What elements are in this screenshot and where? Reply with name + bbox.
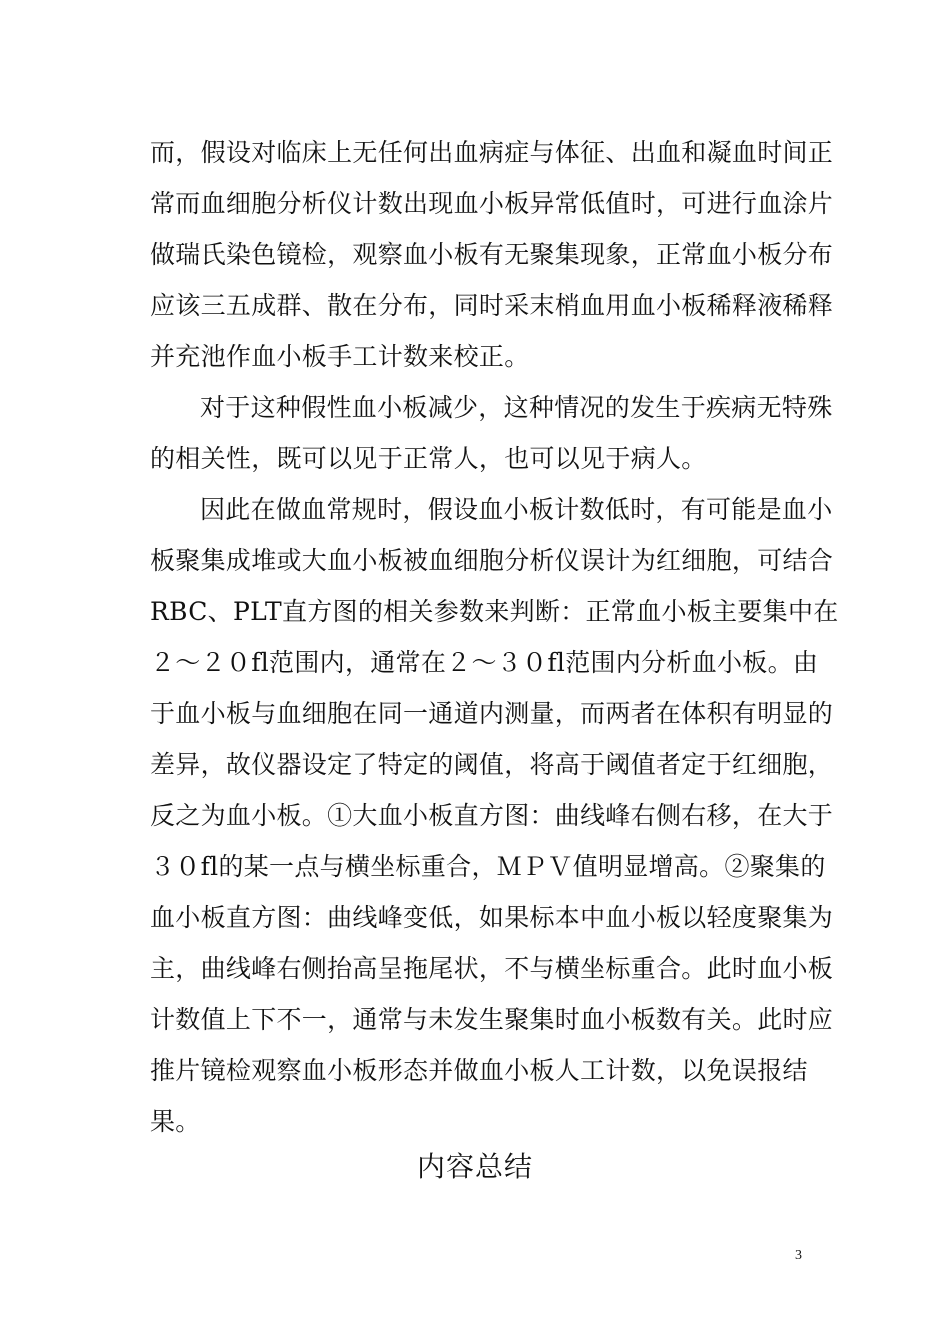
paragraph (150, 127, 834, 382)
text-line: 的相关性，既可以见于正常人，也可以见于病人。 (150, 444, 707, 473)
text-line: 而，假设对临床上无任何出血病症与体征、出血和凝血时间正 (150, 138, 834, 167)
page-number: 3 (795, 1248, 802, 1263)
text-line: 果。 (150, 1107, 201, 1136)
text-line: 血小板直方图：曲线峰变低，如果标本中血小板以轻度聚集为 (150, 903, 834, 932)
text-line: 计数值上下不一，通常与未发生聚集时血小板数有关。此时应 (150, 1005, 834, 1034)
body-text (150, 127, 839, 1147)
section-title: 内容总结 (416, 1150, 533, 1183)
text-line: 推片镜检观察血小板形态并做血小板人工计数，以免误报结 (150, 1056, 808, 1085)
text-line: 板聚集成堆或大血小板被血细胞分析仪误计为红细胞，可结合 (150, 546, 834, 575)
text-line: ３０fl的某一点与横坐标重合，ＭＰＶ值明显增高。②聚集的 (150, 852, 826, 881)
text-line: 主，曲线峰右侧抬高呈拖尾状，不与横坐标重合。此时血小板 (150, 954, 834, 983)
text-line: RBC、PLT直方图的相关参数来判断：正常血小板主要集中在 (150, 597, 839, 626)
paragraph (150, 382, 833, 484)
text-line: 因此在做血常规时，假设血小板计数低时，有可能是血小 (200, 495, 833, 524)
text-line: 差异，故仪器设定了特定的阈值，将高于阈值者定于红细胞， (150, 750, 834, 779)
text-line: 并充池作血小板手工计数来校正。 (150, 342, 530, 371)
text-line: ２～２０fl范围内，通常在２～３０fl范围内分析血小板。由 (150, 648, 819, 677)
paragraph (150, 484, 839, 1147)
text-line: 做瑞氏染色镜检，观察血小板有无聚集现象，正常血小板分布 (150, 240, 834, 269)
text-line: 反之为血小板。①大血小板直方图：曲线峰右侧右移，在大于 (150, 801, 834, 830)
text-line: 常而血细胞分析仪计数出现血小板异常低值时，可进行血涂片 (150, 189, 834, 218)
text-line: 于血小板与血细胞在同一通道内测量，而两者在体积有明显的 (150, 699, 834, 728)
text-line: 应该三五成群、散在分布，同时采末梢血用血小板稀释液稀释 (150, 291, 834, 320)
text-line: 对于这种假性血小板减少，这种情况的发生于疾病无特殊 (200, 393, 833, 422)
